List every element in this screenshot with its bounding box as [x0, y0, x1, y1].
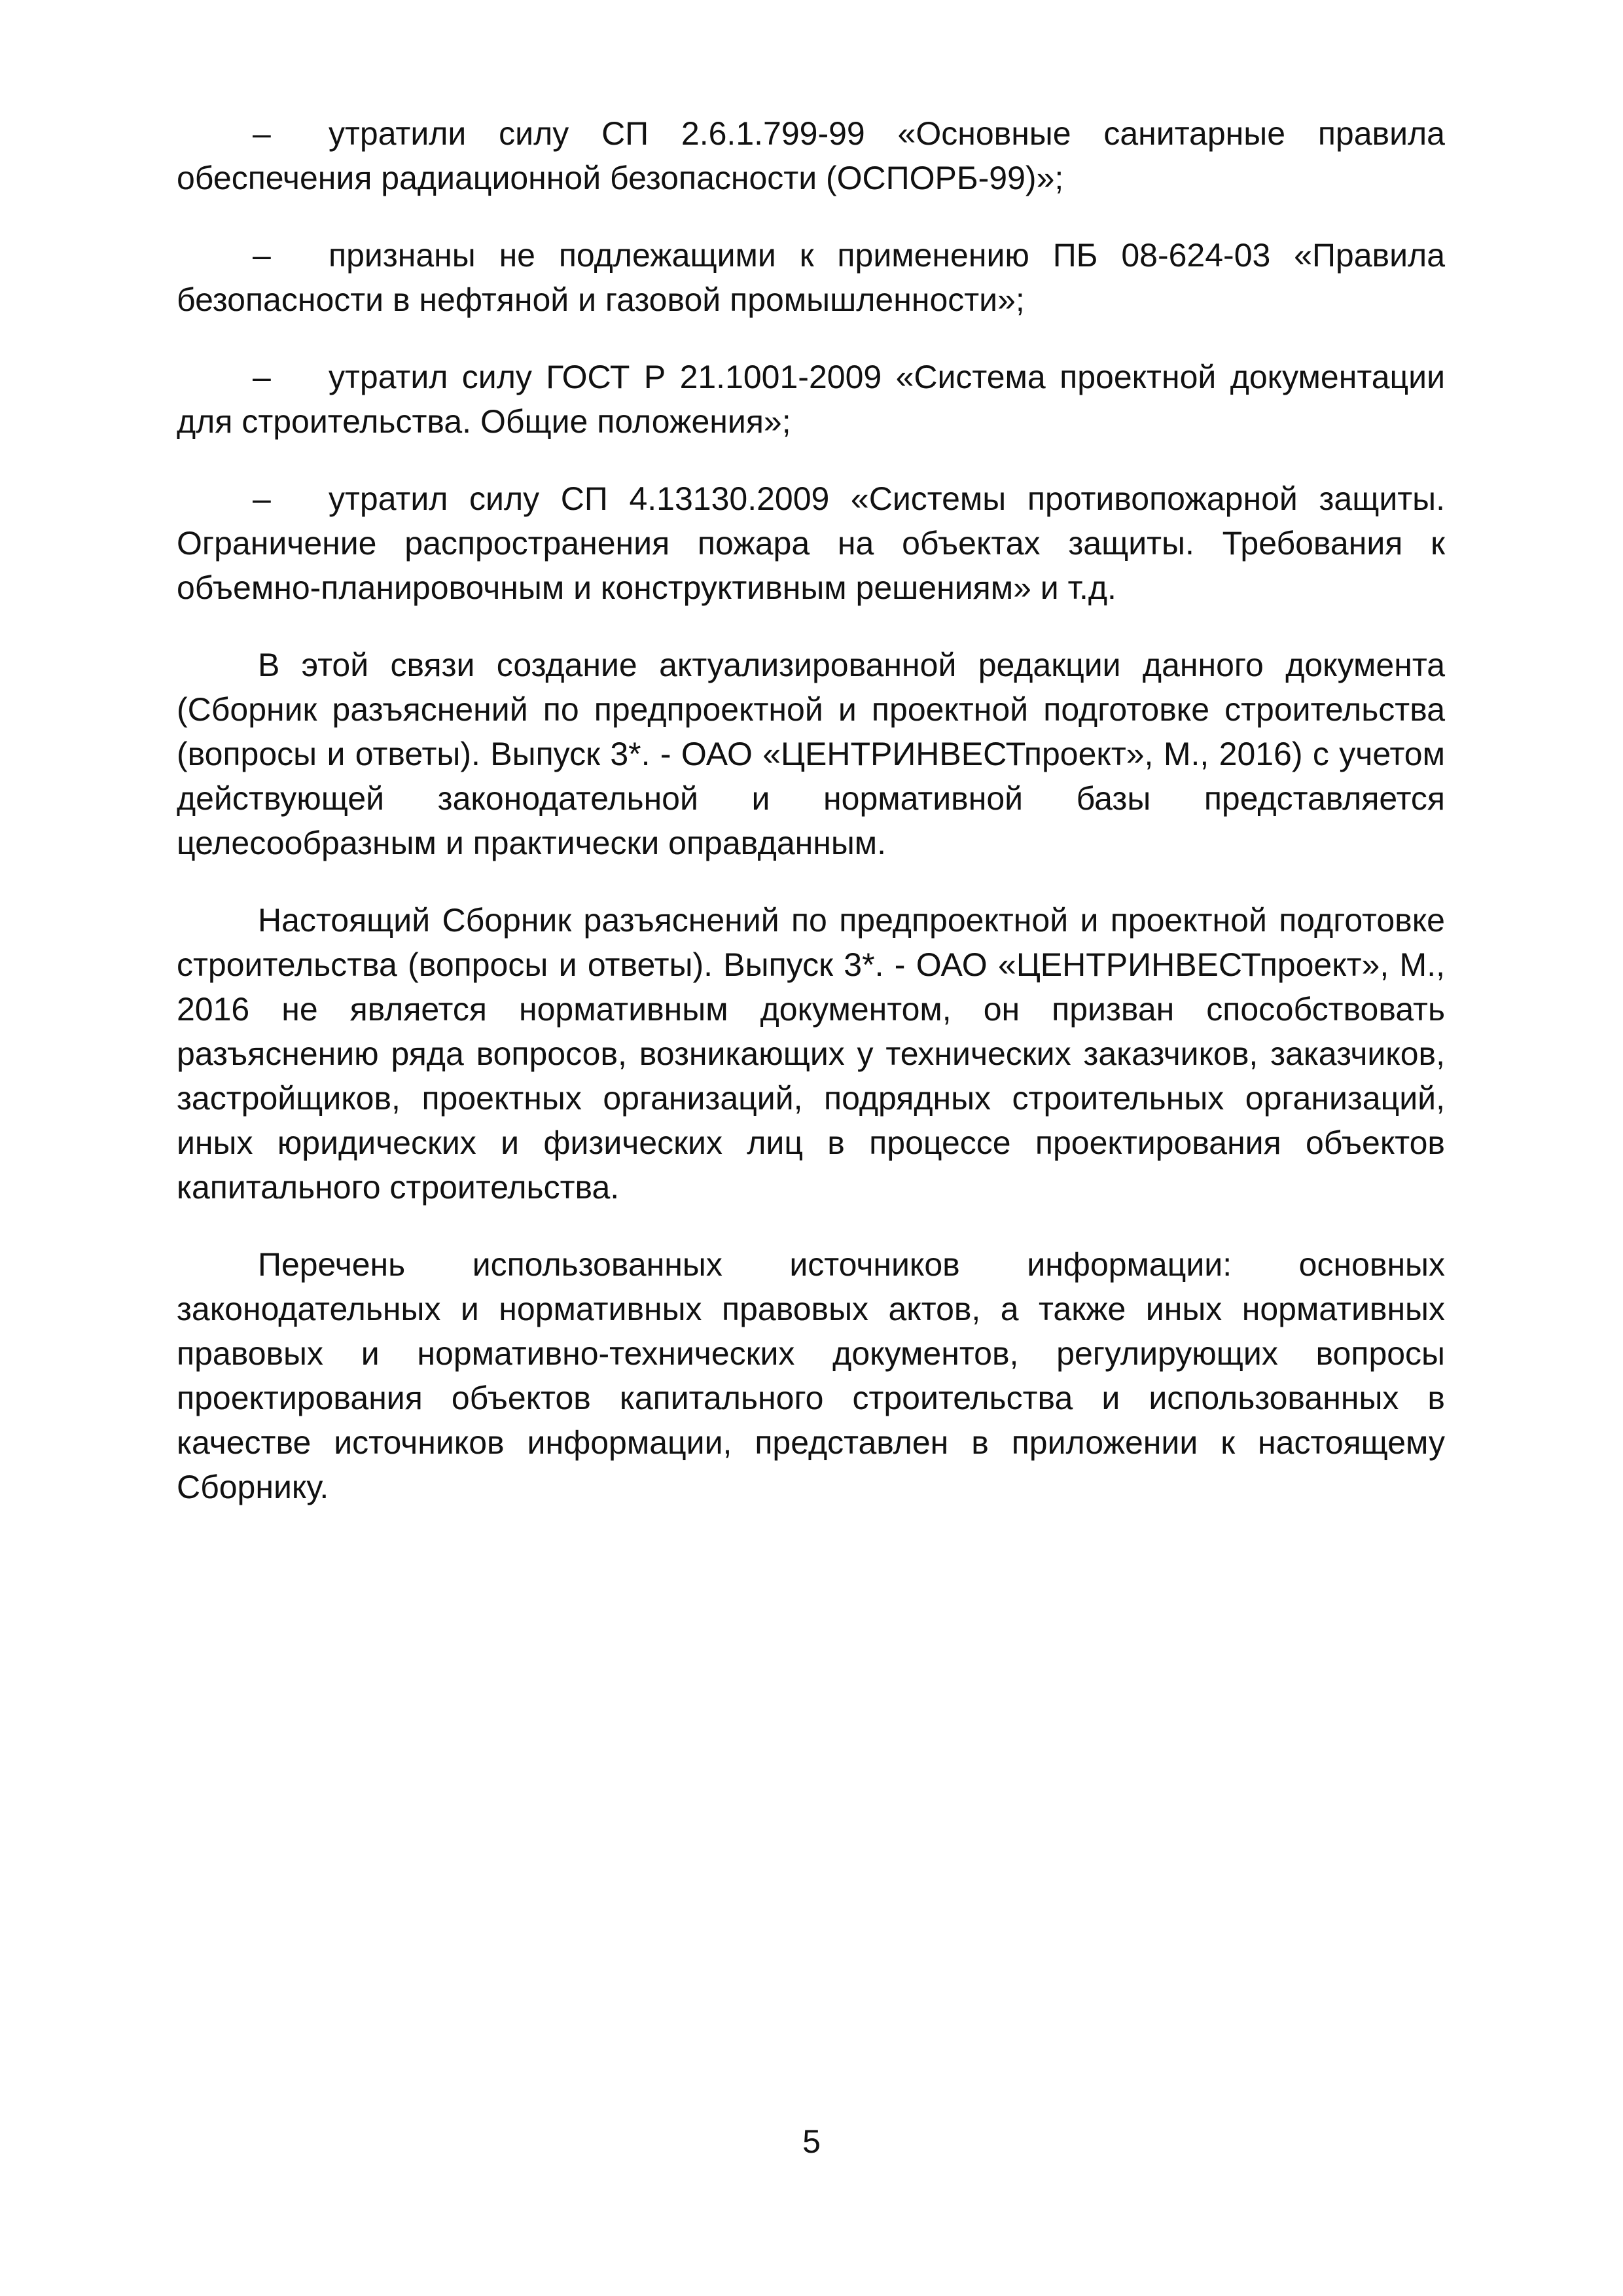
paragraph-context: В этой связи создание актуализированной редакции данного документа (Сборник разъяснений по предпроектной и проектной подготовке строительства (вопросы и ответы). Выпуск 3*. - ОАО «ЦЕНТРИНВЕСТпроект», М., 2016) с учетом действующей законодательной и нормативной базы представляется целесообразным и практически оправданным.: [177, 647, 1445, 861]
bullet-item: [177, 233, 1445, 322]
page-number: 5: [802, 2123, 821, 2160]
bullet-dash: –: [253, 115, 271, 152]
paragraph-purpose: Настоящий Сборник разъяснений по предпроектной и проектной подготовке строительства (вопросы и ответы). Выпуск 3*. - ОАО «ЦЕНТРИНВЕСТпроект», М., 2016 не является нормативным документом, он призван способствовать разъяснению ряда вопросов, возникающих у технических заказчиков, заказчиков, застройщиков, проектных организаций, подрядных строительных организаций, иных юридических и физических лиц в процессе проектирования объектов капитального строительства.: [177, 902, 1445, 1206]
bullet-item: [177, 111, 1445, 200]
bullet-text: признаны не подлежащими к применению ПБ 08-624-03 «Правила безопасности в нефтяной и газовой промышленности»;: [177, 237, 1445, 318]
bullet-text: утратили силу СП 2.6.1.799-99 «Основные санитарные правила обеспечения радиационной безопасности (ОСПОРБ-99)»;: [177, 115, 1445, 196]
bullet-item: [177, 476, 1445, 610]
bullet-dash: –: [253, 237, 271, 274]
bullet-item: [177, 355, 1445, 444]
bullet-dash: –: [253, 359, 271, 395]
bullet-dash: –: [253, 480, 271, 517]
bullet-text: утратил силу ГОСТ Р 21.1001-2009 «Система проектной документации для строительства. Общие положения»;: [177, 359, 1445, 440]
paragraph-sources: Перечень использованных источников информации: основных законодательных и нормативных правовых актов, а также иных нормативных правовых и нормативно-технических документов, регулирующих вопросы проектирования объектов капитального строительства и использованных в качестве источников информации, представлен в приложении к настоящему Сборнику.: [177, 1246, 1445, 1505]
bullet-text: утратил силу СП 4.13130.2009 «Системы противопожарной защиты. Ограничение распространения пожара на объектах защиты. Требования к объемно-планировочным и конструктивным решениям» и т.д.: [177, 480, 1445, 606]
page-body: [177, 111, 1445, 1542]
